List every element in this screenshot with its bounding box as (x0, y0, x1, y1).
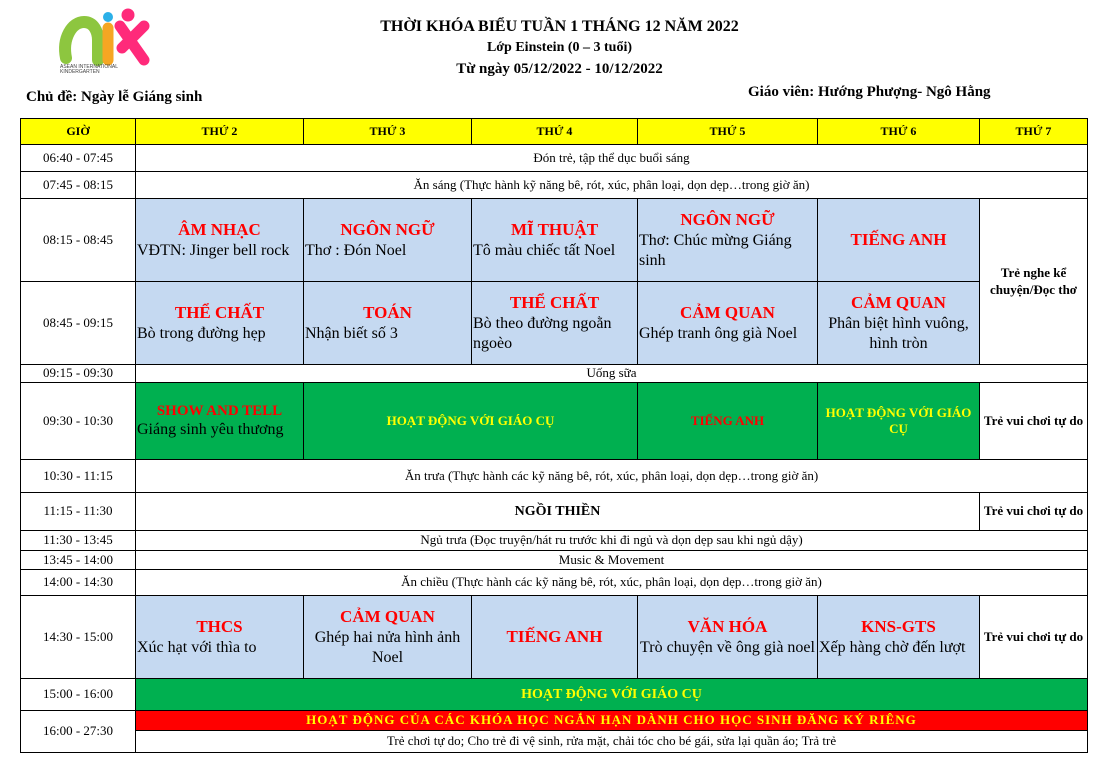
subject-label: THCS (196, 617, 243, 637)
lesson-detail: VĐTN: Jinger bell rock (137, 241, 290, 259)
subject-label: CẢM QUAN (680, 303, 775, 323)
table-row (21, 551, 1088, 570)
logo-subtitle-2: KINDERGARTEN (60, 69, 100, 74)
table-row (21, 460, 1088, 493)
activity-cell: HOẠT ĐỘNG VỚI GIÁO CỤ (818, 383, 980, 460)
date-range: Từ ngày 05/12/2022 - 10/12/2022 (456, 61, 663, 77)
activity-cell: Ăn trưa (Thực hành các kỹ năng bê, rót, xúc, phân loại, dọn dẹp…trong giờ ăn) (136, 460, 1088, 493)
time-cell: 07:45 - 08:15 (21, 172, 136, 199)
theme-label: Chủ đề: Ngày lễ Giáng sinh (26, 89, 203, 105)
lesson-detail: Ghép tranh ông già Noel (639, 324, 798, 342)
time-cell: 13:45 - 14:00 (21, 551, 136, 570)
subject-label: KNS-GTS (861, 617, 936, 637)
subject-label: THỂ CHẤT (174, 303, 265, 323)
activity-cell: Uống sữa (136, 365, 1088, 383)
lesson-cell (136, 596, 304, 679)
time-cell: 06:40 - 07:45 (21, 145, 136, 172)
table-row (21, 145, 1088, 172)
lesson-detail: Nhận biết số 3 (305, 324, 398, 342)
time-cell: 14:00 - 14:30 (21, 570, 136, 596)
table-row (21, 531, 1088, 551)
table-row (21, 596, 1088, 679)
subject-label: TIẾNG ANH (506, 627, 603, 646)
lesson-cell (818, 282, 980, 365)
col-fri: THỨ 6 (818, 119, 980, 145)
time-cell: 16:00 - 27:30 (21, 711, 136, 753)
lesson-cell (472, 199, 638, 282)
subject-label: SHOW AND TELL (156, 402, 283, 419)
time-cell: 09:30 - 10:30 (21, 383, 136, 460)
table-row (21, 493, 1088, 531)
lesson-detail: Trò chuyện về ông già noel (640, 638, 815, 656)
table-row (21, 365, 1088, 383)
activity-cell: Music & Movement (136, 551, 1088, 570)
short-course-banner: HOẠT ĐỘNG CỦA CÁC KHÓA HỌC NGẮN HẠN DÀNH CHO HỌC SINH ĐĂNG KÝ RIÊNG (136, 711, 1088, 731)
lesson-detail: Ghép hai nửa hình ảnh Noel (314, 628, 461, 666)
logo-subtitle-1: ASEAN INTERNATIONAL (60, 64, 118, 70)
lesson-cell (136, 199, 304, 282)
saturday-cell: Trẻ nghe kể chuyện/Đọc thơ (980, 199, 1088, 365)
lesson-cell (818, 596, 980, 679)
activity-cell: Ngủ trưa (Đọc truyện/hát ru trước khi đi ngủ và dọn dẹp sau khi ngủ dậy) (136, 531, 1088, 551)
table-row (21, 711, 1088, 731)
lesson-cell (304, 199, 472, 282)
time-cell: 08:45 - 09:15 (21, 282, 136, 365)
lesson-detail: Bò theo đường ngoằn ngoèo (473, 314, 612, 352)
lesson-detail: Xúc hạt với thìa to (137, 638, 257, 656)
lesson-detail: Bò trong đường hẹp (137, 324, 266, 342)
subject-label: CẢM QUAN (340, 607, 435, 627)
subject-label: CẢM QUAN (851, 293, 946, 313)
subject-label: ÂM NHẠC (178, 220, 261, 240)
lesson-detail: Thơ : Đón Noel (305, 241, 407, 259)
table-row (21, 172, 1088, 199)
lesson-cell (638, 596, 818, 679)
col-tue: THỨ 3 (304, 119, 472, 145)
time-cell: 11:15 - 11:30 (21, 493, 136, 531)
lesson-cell (638, 282, 818, 365)
lesson-cell (472, 596, 638, 679)
table-row (21, 570, 1088, 596)
lesson-detail: Giáng sinh yêu thương (137, 421, 284, 439)
lesson-cell (638, 199, 818, 282)
activity-cell: TIẾNG ANH (638, 383, 818, 460)
subject-label: TIẾNG ANH (850, 230, 947, 249)
col-thu: THỨ 5 (638, 119, 818, 145)
lesson-detail: Thơ: Chúc mừng Giáng sinh (639, 231, 792, 269)
table-row (21, 383, 1088, 460)
lesson-detail: Phân biệt hình vuông, hình tròn (828, 314, 969, 352)
time-cell: 08:15 - 08:45 (21, 199, 136, 282)
time-cell: 14:30 - 15:00 (21, 596, 136, 679)
col-sat: THỨ 7 (980, 119, 1088, 145)
activity-cell: Đón trẻ, tập thể dục buổi sáng (136, 145, 1088, 172)
subject-label: TOÁN (363, 303, 412, 323)
subject-label: VĂN HÓA (687, 617, 768, 637)
col-wed: THỨ 4 (472, 119, 638, 145)
saturday-cell: Trẻ vui chơi tự do (980, 493, 1088, 531)
time-cell: 10:30 - 11:15 (21, 460, 136, 493)
subject-label: NGÔN NGỮ (680, 210, 775, 230)
subject-label: MĨ THUẬT (510, 220, 599, 240)
table-row (21, 679, 1088, 711)
class-name: Lớp Einstein (0 – 3 tuổi) (486, 40, 633, 55)
col-time: GIỜ (21, 119, 136, 145)
saturday-cell: Trẻ vui chơi tự do (980, 383, 1088, 460)
show-and-tell-cell (136, 383, 304, 460)
time-cell: 11:30 - 13:45 (21, 531, 136, 551)
activity-cell: Ăn sáng (Thực hành kỹ năng bê, rót, xúc, phân loại, dọn dẹp…trong giờ ăn) (136, 172, 1088, 199)
col-mon: THỨ 2 (136, 119, 304, 145)
lesson-cell (472, 282, 638, 365)
lesson-cell (304, 282, 472, 365)
lesson-detail: Xếp hàng chờ đến lượt (819, 638, 966, 656)
time-cell: 15:00 - 16:00 (21, 679, 136, 711)
lesson-detail: Tô màu chiếc tất Noel (473, 241, 616, 259)
table-row (21, 731, 1088, 753)
saturday-cell: Trẻ vui chơi tự do (980, 596, 1088, 679)
activity-cell: HOẠT ĐỘNG VỚI GIÁO CỤ (304, 383, 638, 460)
activity-cell: Ăn chiều (Thực hành các kỹ năng bê, rót, xúc, phân loại, dọn dẹp…trong giờ ăn) (136, 570, 1088, 596)
activity-cell: HOẠT ĐỘNG VỚI GIÁO CỤ (136, 679, 1088, 711)
lesson-cell (136, 282, 304, 365)
timetable (20, 118, 1088, 753)
header-row (21, 119, 1088, 145)
page-title: THỜI KHÓA BIỂU TUẦN 1 THÁNG 12 NĂM 2022 (380, 18, 739, 35)
teacher-label: Giáo viên: Hướng Phượng- Ngô Hằng (748, 84, 991, 100)
activity-cell: Trẻ chơi tự do; Cho trẻ đi vệ sinh, rửa mặt, chải tóc cho bé gái, sửa lại quần áo; Trả trẻ (136, 731, 1088, 753)
lesson-cell (304, 596, 472, 679)
table-row (21, 199, 1088, 282)
time-cell: 09:15 - 09:30 (21, 365, 136, 383)
activity-cell: NGỒI THIỀN (136, 493, 980, 531)
subject-label: THỂ CHẤT (509, 293, 600, 313)
table-row (21, 282, 1088, 365)
lesson-cell (818, 199, 980, 282)
subject-label: NGÔN NGỮ (340, 220, 435, 240)
